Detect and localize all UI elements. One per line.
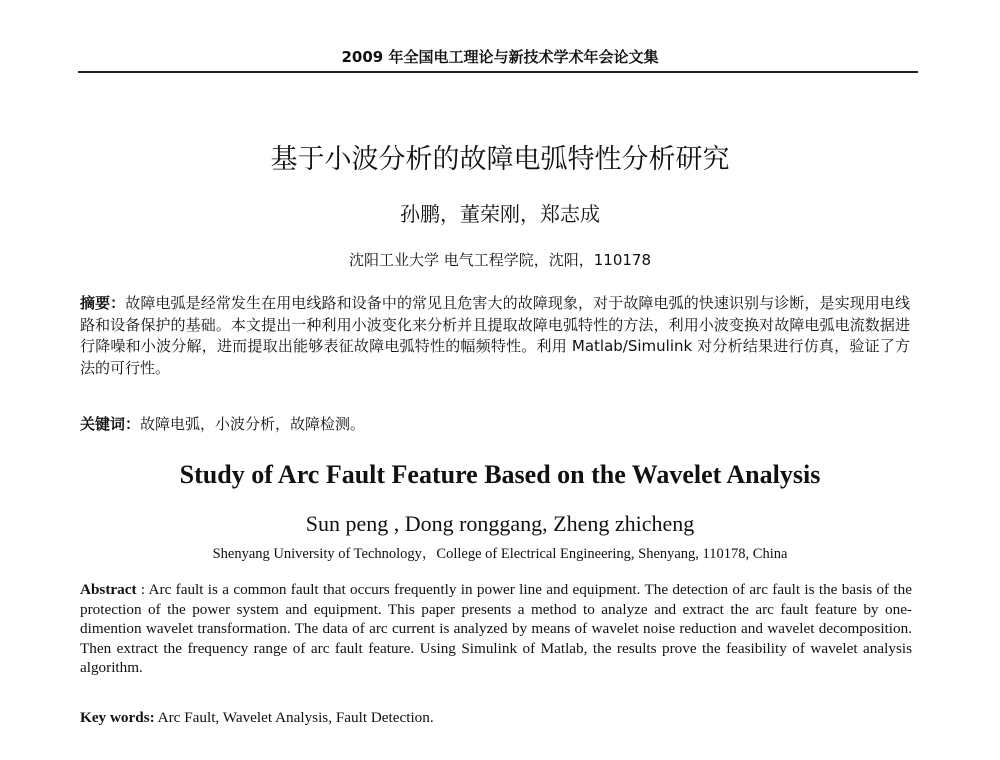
english-affiliation: Shenyang University of Technology，College of Electrical Engineering, Shenyang, 110178, China — [212, 546, 788, 562]
english-keywords — [80, 709, 434, 727]
chinese-affiliation: 沈阳工业大学 电气工程学院，沈阳，110178 — [348, 251, 652, 269]
english-keywords-label: Key words: — [80, 709, 155, 726]
running-header: 2009 年全国电工理论与新技术学术年会论文集 — [341, 48, 659, 66]
english-abstract-text: : Arc fault is a common fault that occurs frequently in power line and equipment. The detection of arc fault is the basis of the protection of the power system and equipment. This paper presents a method to analyze and extract the arc fault feature by one-dimention wavelet transformation. The data of arc current is analyzed by means of wavelet noise reduction and wavelet decomposition. Then extract the frequency range of arc fault feature. Using Simulink of Matlab, the results prove the feasibility of wavelet analysis algorithm. — [80, 581, 912, 677]
chinese-abstract-label: 摘要： — [80, 294, 126, 312]
english-keywords-text: Arc Fault, Wavelet Analysis, Fault Detection. — [154, 709, 434, 726]
chinese-keywords — [80, 413, 365, 434]
chinese-title: 基于小波分析的故障电弧特性分析研究 — [270, 144, 730, 175]
chinese-keywords-label: 关键词： — [80, 415, 141, 433]
header-rule — [78, 71, 918, 73]
english-authors: Sun peng , Dong ronggang, Zheng zhicheng — [305, 511, 695, 536]
chinese-abstract — [80, 293, 910, 379]
chinese-authors: 孙鹏，董荣刚，郑志成 — [400, 202, 600, 226]
chinese-abstract-text: 故障电弧是经常发生在用电线路和设备中的常见且危害大的故障现象，对于故障电弧的快速识别与诊断，是实现用电线路和设备保护的基础。本文提出一种利用小波变化来分析并且提取故障电弧特性的方法，利用小波变换对故障电弧电流数据进行降噪和小波分解，进而提取出能够表征故障电弧特性的幅频特性。利用 Matlab/Simulink 对分析结果进行仿真，验证了方法的可行性。 — [80, 294, 910, 377]
english-abstract — [80, 580, 912, 678]
chinese-keywords-text: 故障电弧，小波分析，故障检测。 — [140, 415, 366, 433]
english-abstract-label: Abstract — [80, 581, 137, 598]
english-title: Study of Arc Fault Feature Based on the Wavelet Analysis — [179, 460, 821, 489]
